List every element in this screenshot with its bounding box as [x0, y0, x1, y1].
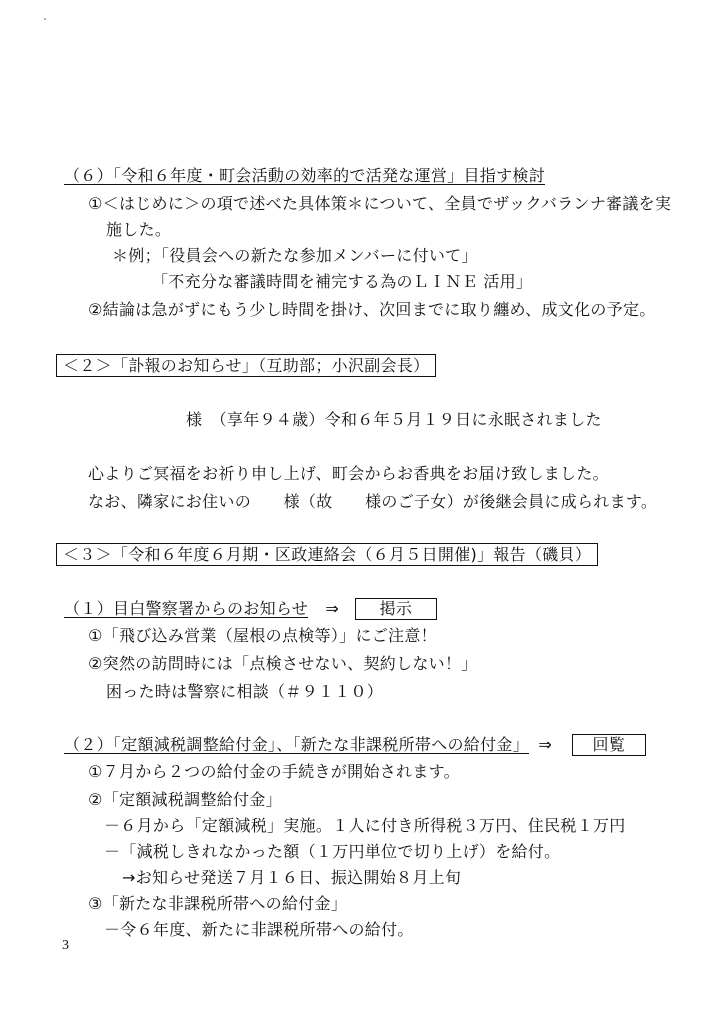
page-number: 3 [62, 938, 69, 953]
section6-example-line1: ＊例；「役員会への新たな参加メンバーに付いて」 [112, 246, 478, 265]
section6-item1-line2: 施した。 [106, 220, 172, 239]
sub1-line3: 困った時は警察に相談（＃９１１０） [106, 682, 384, 701]
sub2-line2: ②「定額減税調整給付金」 [88, 790, 282, 809]
sub1-arrow: ⇒ [325, 599, 340, 618]
sub2-line3: －６月から「定額減税」実施。１人に付き所得税３万円、住民税１万円 [104, 816, 626, 835]
sub1-heading-row [64, 598, 437, 620]
section6-item2: ②結論は急がずにもう少し時間を掛け、次回までに取り纏め、成文化の予定。 [88, 300, 656, 319]
sub2-arrow: ⇒ [538, 735, 553, 754]
sub2-line7: －令６年度、新たに非課税所帯への給付。 [104, 920, 414, 939]
notice2-line2: 心よりご冥福をお祈り申し上げ、町会からお香典をお届け致しました。 [88, 464, 609, 483]
section6-item1-line1: ①＜はじめに＞の項で述べた具体策＊について、全員でザックバランナ審議を実 [88, 194, 672, 213]
sub1-heading: （１）目白警察署からのお知らせ [64, 599, 309, 618]
sub2-line4: －「減税しきれなかった額（１万円単位で切り上げ）を給付。 [104, 842, 561, 861]
notice3-heading: ＜３＞「令和６年度６月期・区政連絡会（６月５日開催)」報告（磯貝） [56, 543, 598, 566]
notice2-heading: ＜２＞「訃報のお知らせ」（互助部；小沢副会長） [56, 354, 436, 377]
notice2-line3: なお、隣家にお住いの 様（故 様のご子女）が後継会員に成られます。 [88, 492, 658, 511]
sub1-line1: ①「飛び込み営業（屋根の点検等）」にご注意！ [88, 626, 437, 645]
scan-speck [44, 18, 46, 20]
sub2-tag: 回覧 [572, 734, 647, 756]
section6-example-line2: 「不充分な審議時間を補完する為のＬＩＮＥ 活用」 [152, 272, 533, 291]
notice2-line1: 様 （享年９４歳）令和６年５月１９日に永眠されました [186, 410, 602, 429]
section6-heading: （６）「令和６年度・町会活動の効率的で活発な運営」目指す検討 [64, 166, 546, 185]
sub2-heading-row [64, 734, 646, 756]
sub1-line2: ②突然の訪問時には「点検させない、契約しない！」 [88, 654, 478, 673]
sub2-line5: →お知らせ発送７月１６日、振込開始８月上旬 [122, 868, 462, 887]
sub1-tag: 掲示 [355, 598, 438, 620]
sub2-heading: （２）「定額減税調整給付金」、「新たな非課税所帯への給付金」 [64, 735, 530, 754]
sub2-line1: ①７月から２つの給付金の手続きが開始されます。 [88, 762, 460, 781]
sub2-line6: ③「新たな非課税所帯への給付金」 [88, 894, 348, 913]
